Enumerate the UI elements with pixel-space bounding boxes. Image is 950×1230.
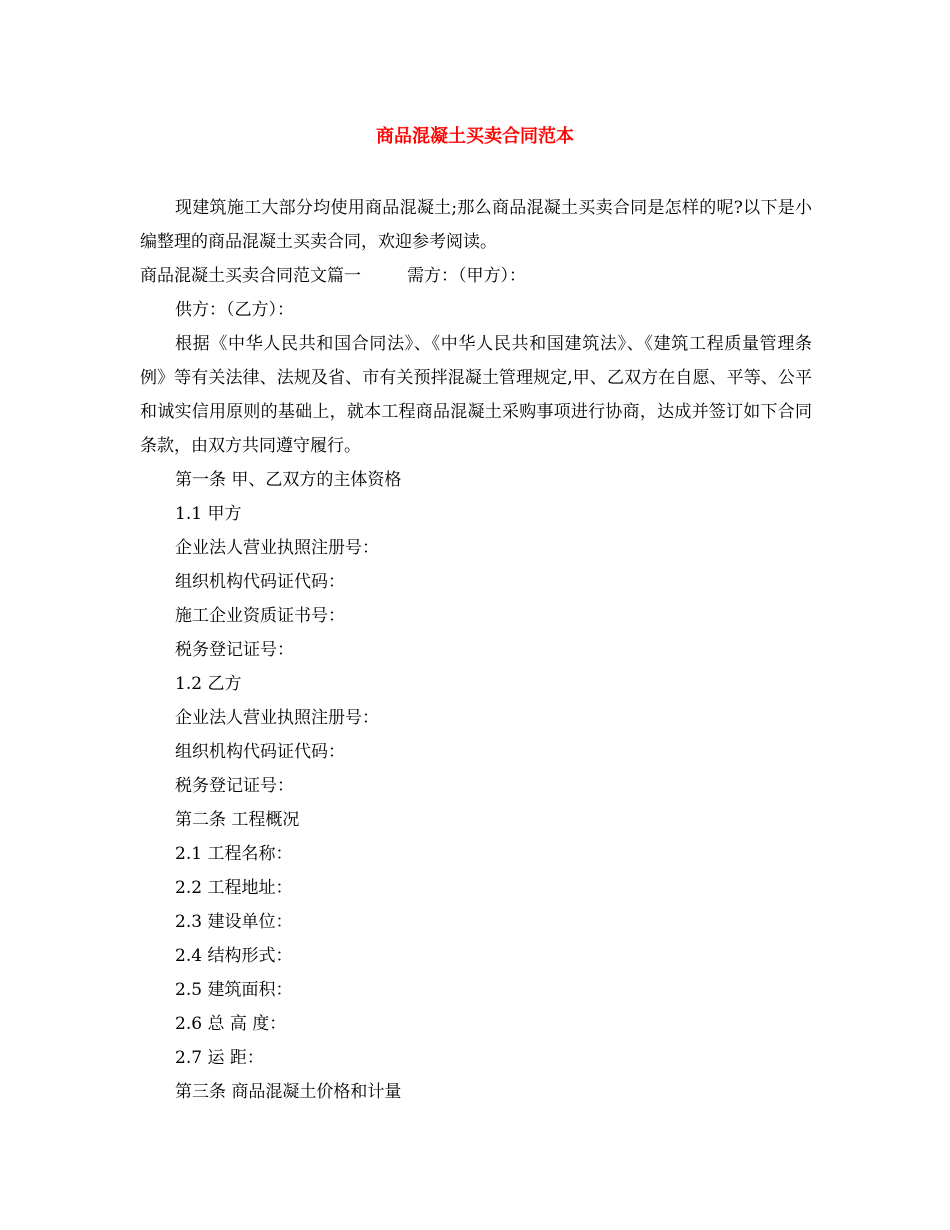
contract-heading-title: 商品混凝土买卖合同范文篇一 bbox=[140, 266, 361, 286]
transport-distance-field: 2.7 运 距： bbox=[175, 1048, 264, 1068]
party-a-qualification-field: 施工企业资质证书号： bbox=[175, 606, 345, 626]
article-1-heading: 第一条 甲、乙双方的主体资格 bbox=[175, 470, 402, 490]
article-3-heading: 第三条 商品混凝土价格和计量 bbox=[175, 1082, 402, 1102]
building-area-field: 2.5 建筑面积： bbox=[175, 980, 293, 1000]
project-address-field: 2.2 工程地址： bbox=[175, 878, 293, 898]
party-b-license-field: 企业法人营业执照注册号： bbox=[175, 708, 379, 728]
intro-paragraph: 现建筑施工大部分均使用商品混凝土;那么商品混凝土买卖合同是怎样的呢?以下是小编整理的商品混凝土买卖合同，欢迎参考阅读。 bbox=[140, 198, 812, 252]
clause-1-1: 1.1 甲方 bbox=[175, 504, 242, 524]
party-b-tax-field: 税务登记证号： bbox=[175, 776, 294, 796]
party-a-license-field: 企业法人营业执照注册号： bbox=[175, 538, 379, 558]
structure-type-field: 2.4 结构形式： bbox=[175, 946, 293, 966]
project-name-field: 2.1 工程名称： bbox=[175, 844, 293, 864]
construction-unit-field: 2.3 建设单位： bbox=[175, 912, 293, 932]
document-title: 商品混凝土买卖合同范本 bbox=[376, 126, 574, 147]
article-2-heading: 第二条 工程概况 bbox=[175, 810, 300, 830]
clause-1-2: 1.2 乙方 bbox=[175, 674, 242, 694]
supplier-line: 供方：（乙方）： bbox=[175, 300, 294, 320]
contract-heading-line bbox=[140, 259, 812, 293]
buyer-label: 需方：（甲方）： bbox=[407, 266, 526, 286]
document-body bbox=[140, 191, 812, 1109]
legal-basis-paragraph: 根据《中华人民共和国合同法》、《中华人民共和国建筑法》、《建筑工程质量管理条例》等有关法律、法规及省、市有关预拌混凝土管理规定,甲、乙双方在自愿、平等、公平和诚实信用原则的基础上，就本工程商品混凝土采购事项进行协商，达成并签订如下合同条款，由双方共同遵守履行。 bbox=[140, 334, 812, 456]
party-a-tax-field: 税务登记证号： bbox=[175, 640, 294, 660]
party-a-org-code-field: 组织机构代码证代码： bbox=[175, 572, 345, 592]
total-height-field: 2.6 总 高 度： bbox=[175, 1014, 287, 1034]
party-b-org-code-field: 组织机构代码证代码： bbox=[175, 742, 345, 762]
